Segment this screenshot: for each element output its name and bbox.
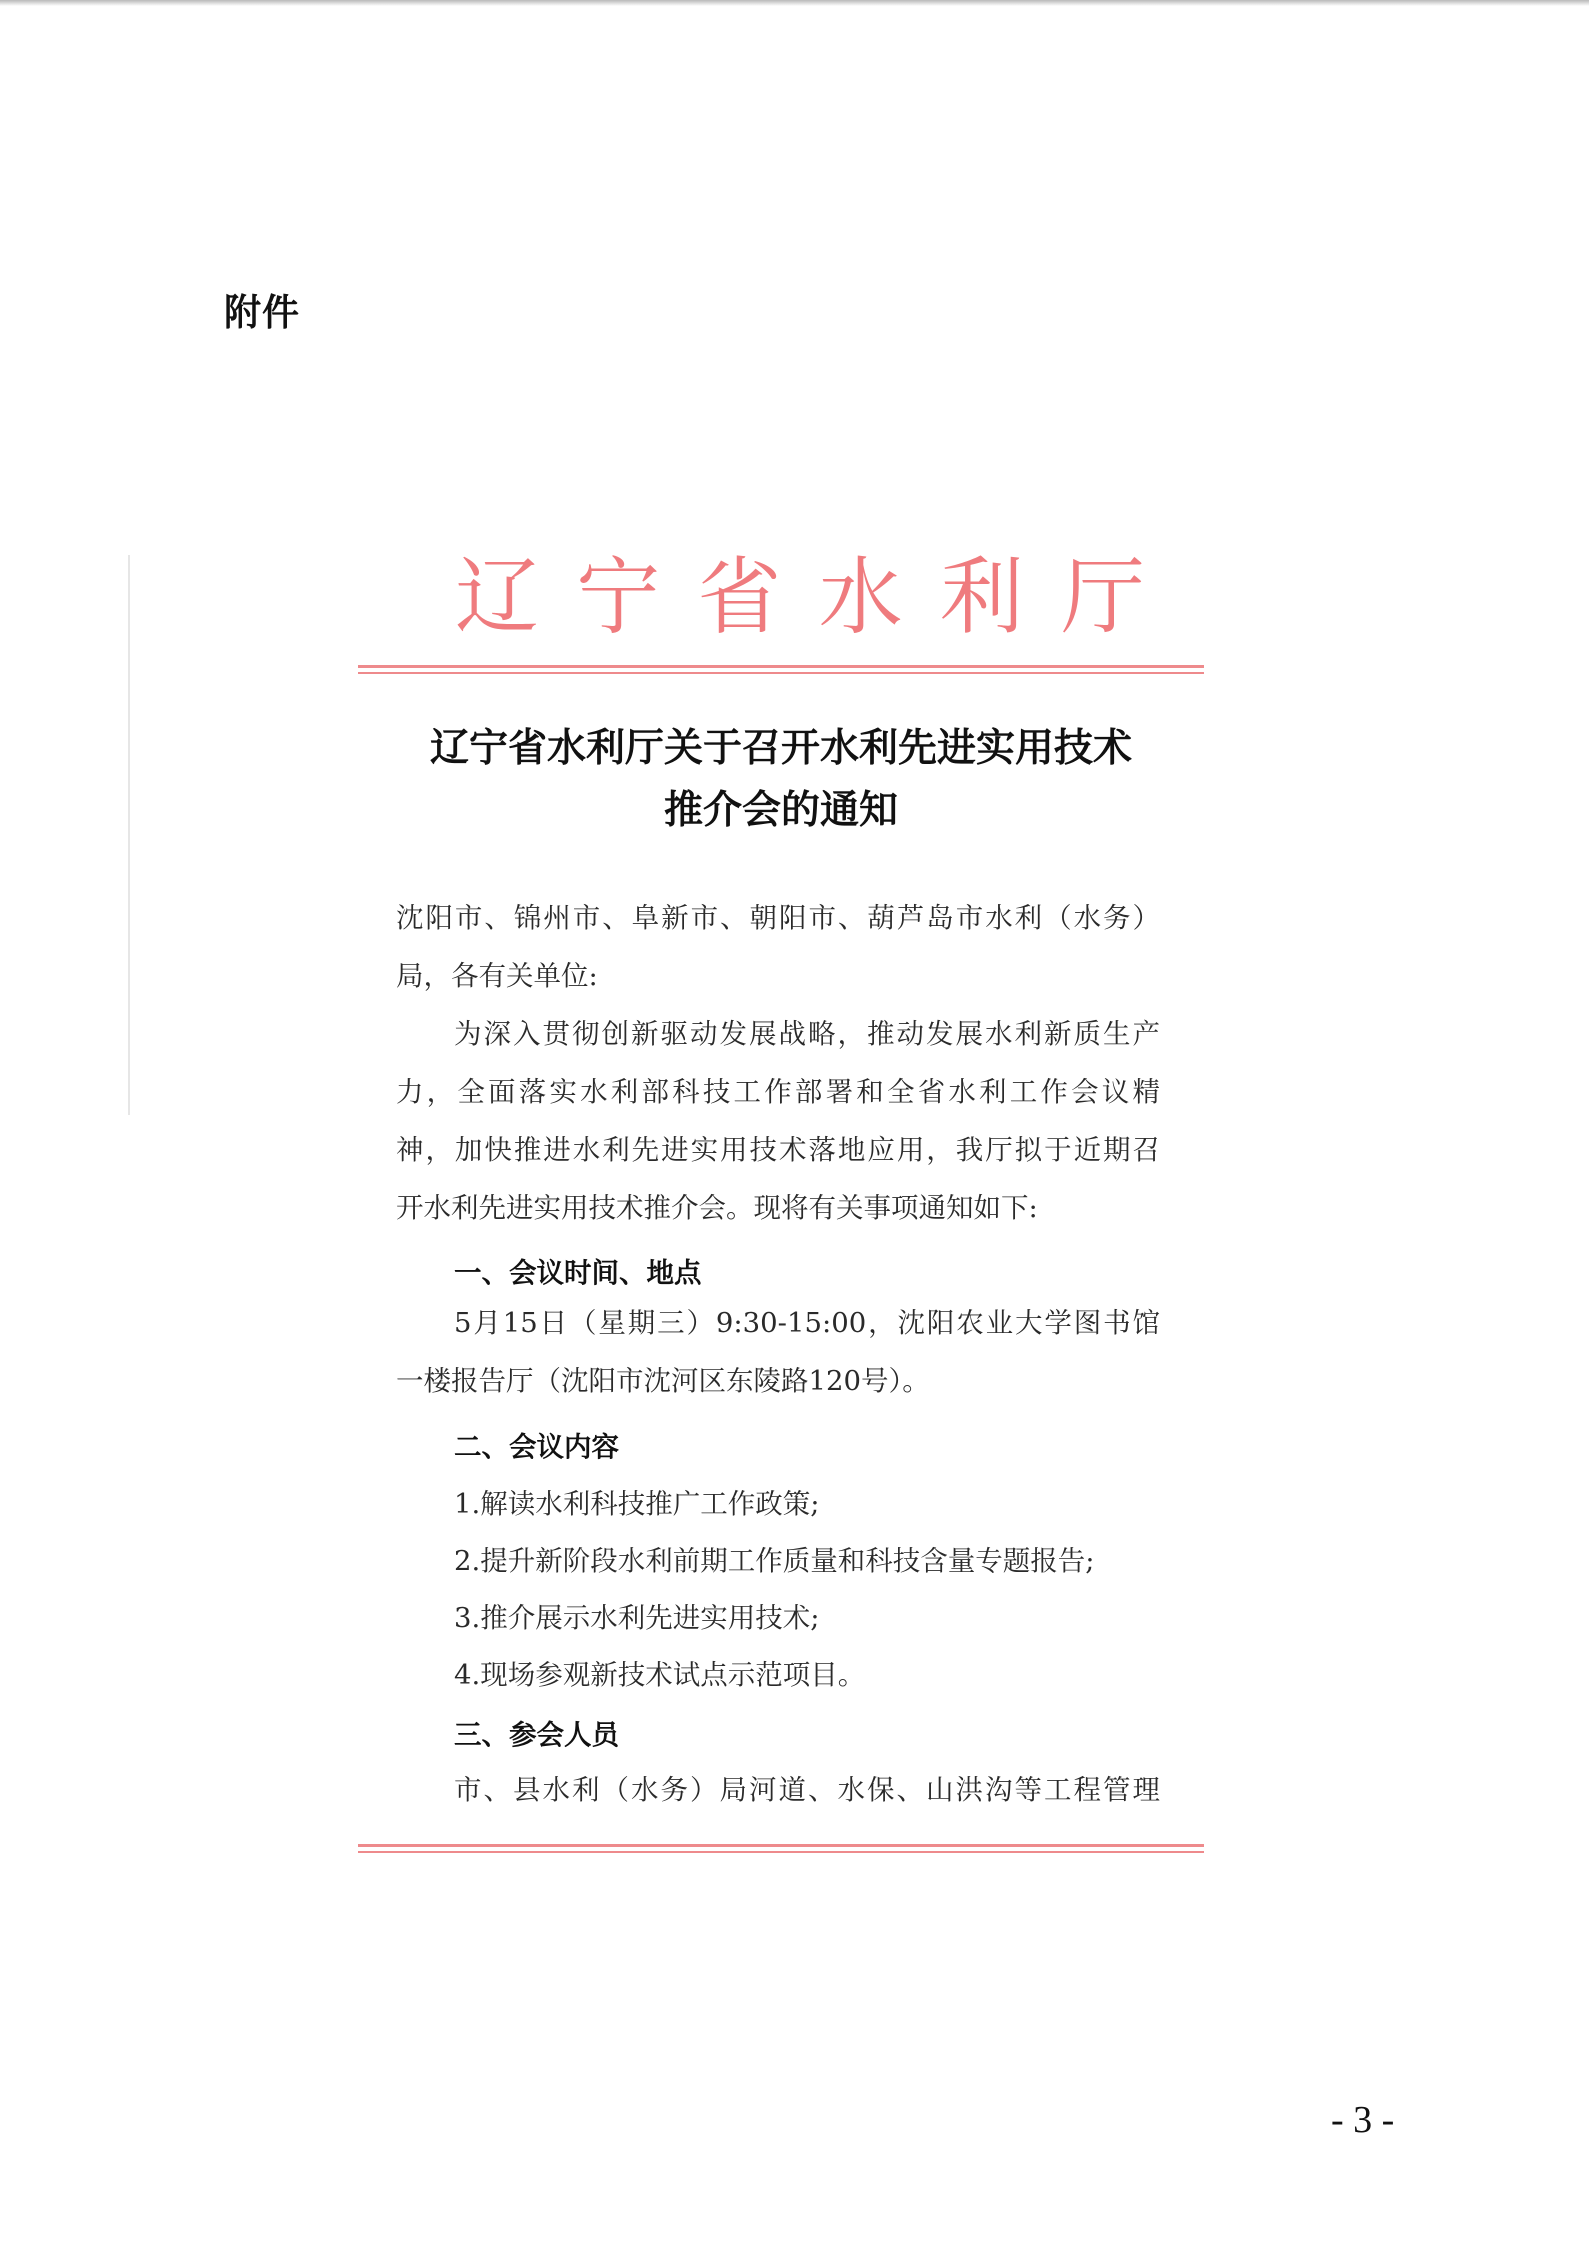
content-item-4: 4.现场参观新技术试点示范项目。 xyxy=(454,1659,866,1691)
letterhead-char: 利 xyxy=(939,548,1024,646)
attachment-label: 附件 xyxy=(224,291,300,334)
section-heading-attendees: 三、参会人员 xyxy=(454,1719,619,1751)
title-line-1: 辽宁省水利厅关于召开水利先进实用技术 xyxy=(429,726,1132,771)
content-item-3: 3.推介展示水利先进实用技术; xyxy=(454,1602,820,1634)
content-item-1: 1.解读水利科技推广工作政策; xyxy=(454,1488,820,1520)
content-item-2: 2.提升新阶段水利前期工作质量和科技含量专题报告; xyxy=(454,1545,1095,1577)
letterhead-char: 宁 xyxy=(576,548,661,646)
recipients-line-1: 沈阳市、锦州市、阜新市、朝阳市、葫芦岛市水利（水务） xyxy=(396,902,1160,934)
scan-edge xyxy=(0,0,1589,6)
intro-line-1: 为深入贯彻创新驱动发展战略，推动发展水利新质生产 xyxy=(454,1018,1160,1050)
intro-line-2: 力，全面落实水利部科技工作部署和全省水利工作会议精 xyxy=(396,1076,1160,1108)
document-title xyxy=(358,718,1204,842)
title-line-2: 推介会的通知 xyxy=(663,788,898,833)
section1-line-2: 一楼报告厅（沈阳市沈河区东陵路120号）。 xyxy=(396,1365,930,1397)
intro-line-3: 神，加快推进水利先进实用技术落地应用，我厅拟于近期召 xyxy=(396,1134,1160,1166)
footer-divider xyxy=(358,1844,1204,1853)
letterhead-char: 厅 xyxy=(1060,548,1145,646)
letterhead-title xyxy=(455,548,1145,646)
letterhead-divider xyxy=(358,665,1204,674)
section3-line-1: 市、县水利（水务）局河道、水保、山洪沟等工程管理 xyxy=(454,1774,1160,1806)
scan-artifact-line xyxy=(128,555,130,1115)
section-heading-content: 二、会议内容 xyxy=(454,1431,619,1463)
recipients-line-2: 局，各有关单位: xyxy=(396,960,598,992)
section-heading-time-place: 一、会议时间、地点 xyxy=(454,1257,702,1289)
letterhead-char: 辽 xyxy=(455,548,540,646)
section1-line-1: 5月15日（星期三）9:30-15:00，沈阳农业大学图书馆 xyxy=(454,1307,1160,1339)
letterhead-char: 水 xyxy=(818,548,903,646)
intro-line-4: 开水利先进实用技术推介会。现将有关事项通知如下: xyxy=(396,1192,1038,1224)
letterhead-char: 省 xyxy=(697,548,782,646)
page-number: - 3 - xyxy=(1331,2099,1395,2141)
